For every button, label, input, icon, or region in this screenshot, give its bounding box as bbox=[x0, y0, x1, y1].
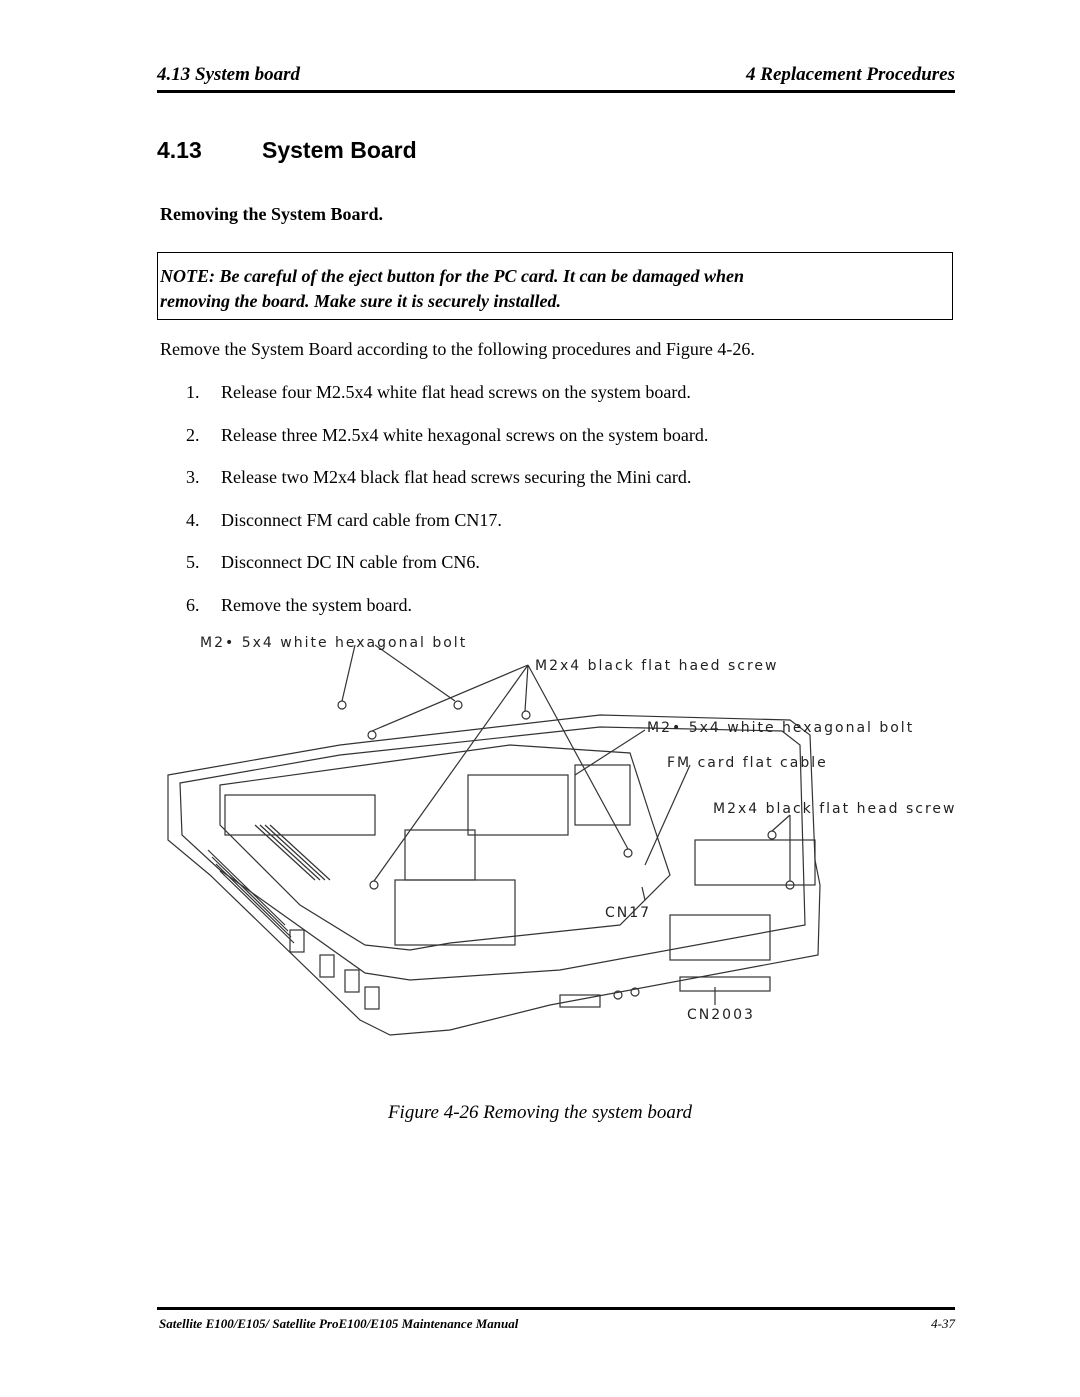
note-line-2: removing the board. Make sure it is securely installed. bbox=[160, 291, 562, 311]
vent-lines bbox=[208, 850, 294, 943]
label-fm-cable: FM card flat cable bbox=[667, 755, 828, 771]
screw-flat-1 bbox=[768, 831, 776, 839]
note-line-1: NOTE: Be careful of the eject button for the PC card. It can be damaged when bbox=[160, 266, 744, 286]
step-number: 2. bbox=[186, 424, 200, 445]
leader-cn17 bbox=[642, 887, 645, 900]
bay-module bbox=[670, 915, 770, 960]
header-section: 4.13 System board bbox=[157, 64, 301, 85]
screw-board-1 bbox=[370, 881, 378, 889]
step-text: Disconnect DC IN cable from CN6. bbox=[221, 552, 480, 572]
step-number: 6. bbox=[186, 594, 200, 615]
screw-black-1 bbox=[522, 711, 530, 719]
page-header bbox=[157, 64, 955, 90]
subheading: Removing the System Board. bbox=[160, 204, 383, 224]
label-cn17: CN17 bbox=[605, 905, 652, 921]
label-black-flat-head: M2x4 black flat head screw bbox=[713, 801, 957, 817]
memory-slot bbox=[468, 775, 568, 835]
connector-block bbox=[575, 765, 630, 825]
intro-text: Remove the System Board according to the following procedures and Figure 4-26. bbox=[160, 339, 755, 359]
procedure-steps bbox=[186, 382, 708, 637]
step-text: Release four M2.5x4 white flat head screws on the system board. bbox=[221, 382, 691, 402]
step-item bbox=[186, 510, 708, 553]
system-board-figure bbox=[150, 625, 1000, 1045]
screw-hex-1 bbox=[338, 701, 346, 709]
port-2 bbox=[320, 955, 334, 977]
figure-caption: Figure 4-26 Removing the system board bbox=[387, 1102, 693, 1123]
step-item bbox=[186, 382, 708, 425]
step-number: 3. bbox=[186, 467, 200, 487]
step-text: Disconnect FM card cable from CN17. bbox=[221, 509, 502, 530]
leader-black-flat bbox=[772, 815, 790, 881]
page-number: 4-37 bbox=[931, 1316, 955, 1331]
label-black-flat-haed: M2x4 black flat haed screw bbox=[535, 658, 779, 674]
slot-front bbox=[680, 977, 770, 991]
section-number: 4.13 bbox=[157, 137, 202, 163]
step-number: 1. bbox=[186, 382, 200, 402]
header-chapter: 4 Replacement Procedures bbox=[746, 64, 955, 85]
screw-black-2 bbox=[624, 849, 632, 857]
step-item bbox=[186, 552, 708, 595]
label-hex-bolt-right: M2• 5x4 white hexagonal bolt bbox=[647, 720, 915, 736]
leader-fm-cable bbox=[645, 765, 690, 865]
module-left bbox=[225, 795, 375, 835]
fm-card bbox=[695, 840, 815, 885]
step-item bbox=[186, 425, 708, 468]
screw-hex-3 bbox=[454, 701, 462, 709]
section-name: System Board bbox=[262, 137, 417, 163]
step-text: Release two M2x4 black flat head screws securing the Mini card. bbox=[221, 467, 692, 487]
footer-manual-title: Satellite E100/E105/ Satellite ProE100/E105 Maintenance Manual bbox=[159, 1316, 519, 1331]
leader-hex-top bbox=[342, 645, 455, 701]
cpu-socket bbox=[405, 830, 475, 880]
step-number: 4. bbox=[186, 509, 200, 530]
mini-card bbox=[395, 880, 515, 945]
leader-black-haed bbox=[372, 665, 628, 881]
section-title bbox=[157, 137, 417, 164]
label-hex-bolt-top: M2• 5x4 white hexagonal bolt bbox=[200, 635, 468, 651]
board-outline bbox=[220, 745, 670, 950]
footer-rule bbox=[157, 1307, 955, 1310]
step-item bbox=[186, 467, 708, 510]
port-3 bbox=[345, 970, 359, 992]
port-4 bbox=[365, 987, 379, 1009]
step-number: 5. bbox=[186, 552, 200, 572]
step-text: Release three M2.5x4 white hexagonal screws on the system board. bbox=[221, 424, 709, 445]
screw-hex-2 bbox=[368, 731, 376, 739]
label-cn2003: CN2003 bbox=[687, 1007, 755, 1023]
header-rule bbox=[157, 90, 955, 93]
step-text: Remove the system board. bbox=[221, 594, 412, 615]
note-box bbox=[157, 252, 953, 320]
